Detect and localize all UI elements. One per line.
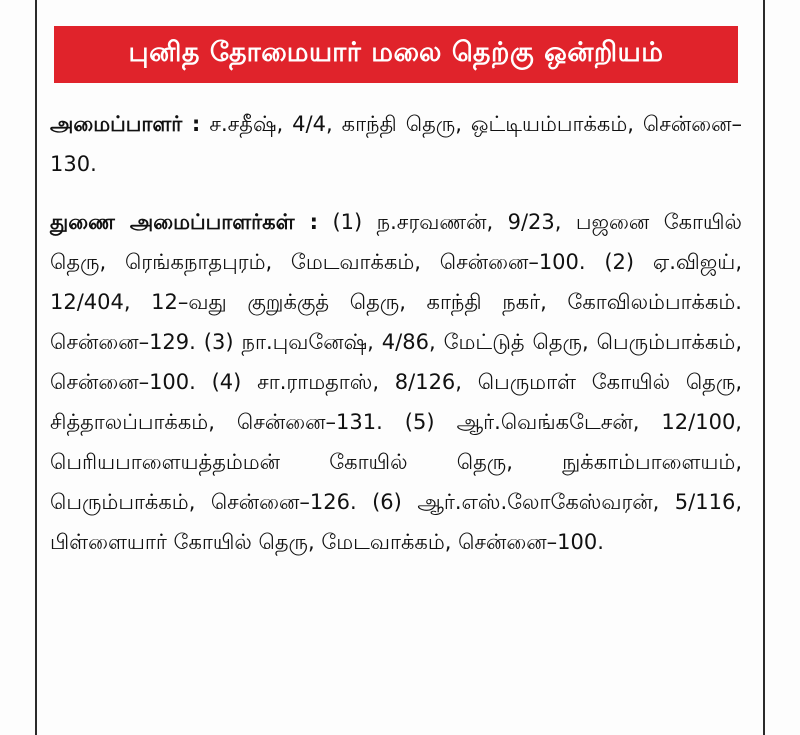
- deputy-organisers-label: துணை அமைப்பாளர்கள் :: [50, 210, 319, 234]
- right-border-line: [763, 0, 765, 735]
- deputy-organisers-paragraph: [50, 202, 742, 562]
- heading-banner: [54, 26, 738, 83]
- organiser-details: ச.சதீஷ், 4/4, காந்தி தெரு, ஒட்டியம்பாக்கம், சென்னை–130.: [50, 112, 742, 176]
- organiser-paragraph: [50, 104, 742, 184]
- deputy-organisers-details: (1) ந.சரவணன், 9/23, பஜனை கோயில் தெரு, ரெங்கநாதபுரம், மேடவாக்கம், சென்னை–100. (2) ஏ.விஜய், 12/404, 12–வது குறுக்குத் தெரு, காந்தி நகர், கோவிலம்பாக்கம். சென்னை–129. (3) நா.புவனேஷ், 4/86, மேட்டுத் தெரு, பெரும்பாக்கம், சென்னை–100. (4) சா.ராமதாஸ், 8/126, பெருமாள் கோயில் தெரு, சித்தாலப்பாக்கம், சென்னை–131. (5) ஆர்.வெங்கடேசன், 12/100, பெரியபாளையத்தம்மன் கோயில் தெரு, நுக்காம்பாளையம், பெரும்பாக்கம், சென்னை–126. (6) ஆர்.எஸ்.லோகேஸ்வரன், 5/116, பிள்ளையார் கோயில் தெரு, மேடவாக்கம், சென்னை–100.: [50, 210, 742, 554]
- left-border-line: [35, 0, 37, 735]
- organiser-label: அமைப்பாளர் :: [50, 112, 201, 136]
- article-body: [50, 104, 742, 562]
- heading-title: புனித தோமையார் மலை தெற்கு ஒன்றியம்: [128, 37, 664, 68]
